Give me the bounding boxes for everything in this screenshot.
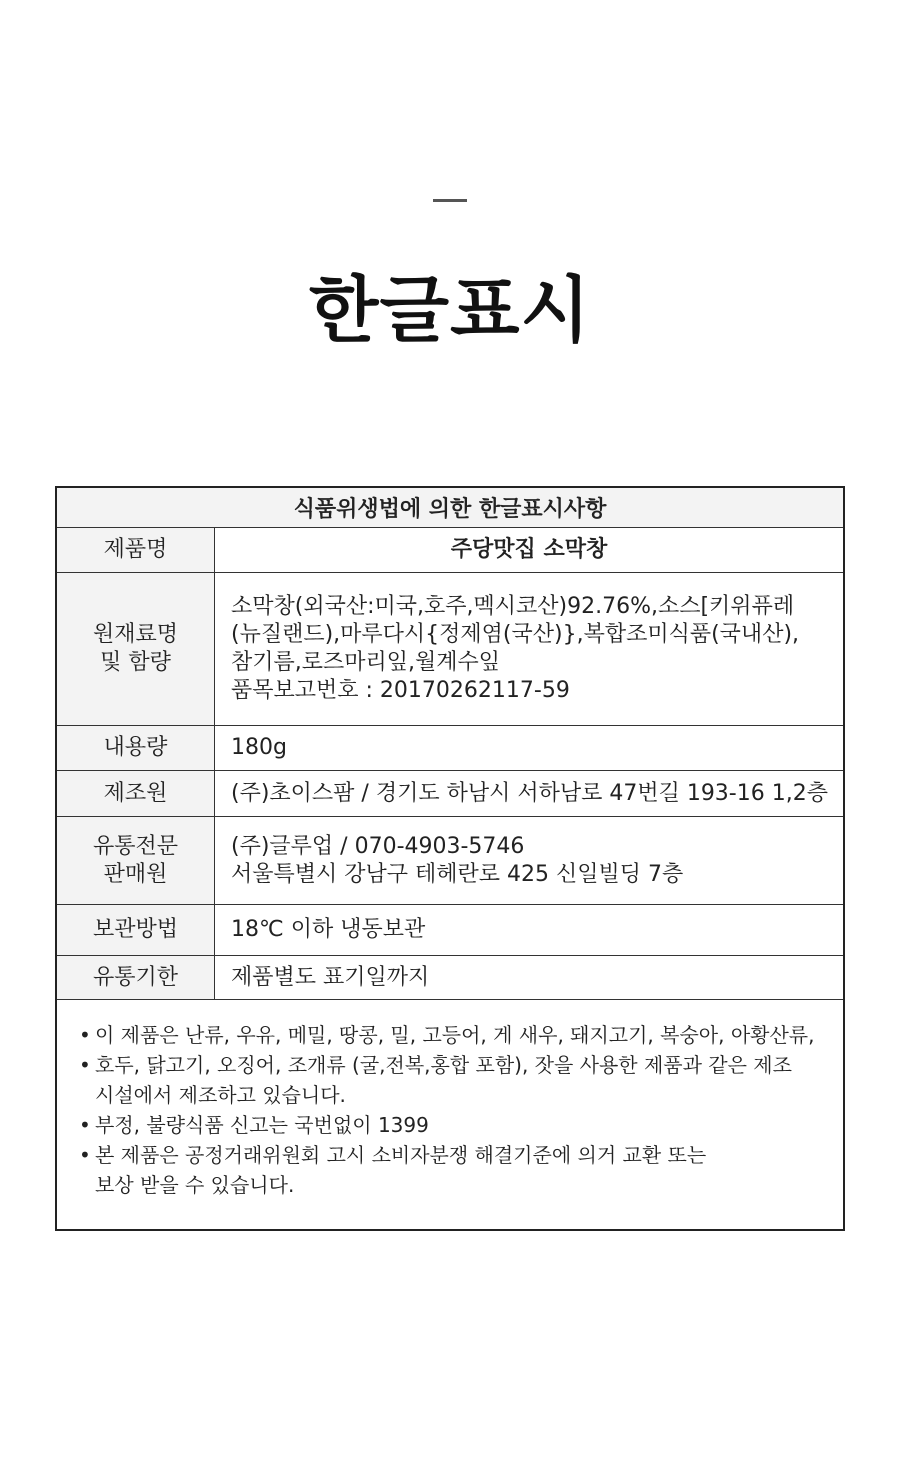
notice-item: • 이 제품은 난류, 우유, 메밀, 땅콩, 밀, 고등어, 게 새우, 돼지고기, 복숭아, 아황산류, (79, 1020, 823, 1050)
notice-item: • 부정, 불량식품 신고는 국번없이 1399 (79, 1110, 823, 1140)
row-value: (주)초이스팜 / 경기도 하남시 서하남로 47번길 193-16 1,2층 (231, 780, 828, 806)
row-label: 보관방법 (57, 905, 215, 955)
row-net-weight (57, 726, 843, 771)
row-manufacturer (57, 771, 843, 817)
korean-label-table (55, 486, 845, 1231)
decorative-dash (433, 199, 467, 202)
row-label: 내용량 (57, 726, 215, 770)
row-expiry (57, 956, 843, 1000)
row-label: 원재료명 및 함량 (57, 573, 215, 725)
row-value: 제품별도 표기일까지 (231, 964, 430, 990)
page-title: 한글표시 (308, 268, 592, 352)
row-value: 18℃ 이하 냉동보관 (231, 917, 426, 942)
row-label: 제품명 (57, 528, 215, 572)
table-header: 식품위생법에 의한 한글표시사항 (57, 488, 843, 528)
row-value: 주당맛집 소막창 (450, 537, 608, 562)
notice-item: • 본 제품은 공정거래위원회 고시 소비자분쟁 해결기준에 의거 교환 또는 보상 받을 수 있습니다. (79, 1140, 823, 1200)
notice-list (57, 1020, 843, 1200)
row-storage (57, 905, 843, 956)
row-product-name (57, 528, 843, 573)
row-value: 소막창(외국산:미국,호주,멕시코산)92.76%,소스[키위퓨레 (뉴질랜드),마루다시{정제염(국산)},복합조미식품(국내산), 참기름,로즈마리잎,월계수잎 품목보고번호 : 20170262117-59 (231, 594, 800, 703)
row-value: 180g (231, 735, 287, 760)
row-label: 유통기한 (57, 956, 215, 999)
row-label: 제조원 (57, 771, 215, 816)
notice-item: • 호두, 닭고기, 오징어, 조개류 (굴,전복,홍합 포함), 잣을 사용한 제품과 같은 제조 시설에서 제조하고 있습니다. (79, 1050, 823, 1110)
row-value: (주)글루업 / 070-4903-5746 서울특별시 강남구 테헤란로 425 신일빌딩 7층 (231, 833, 684, 887)
row-label: 유통전문 판매원 (57, 817, 215, 904)
row-ingredients (57, 573, 843, 726)
row-distributor (57, 817, 843, 905)
